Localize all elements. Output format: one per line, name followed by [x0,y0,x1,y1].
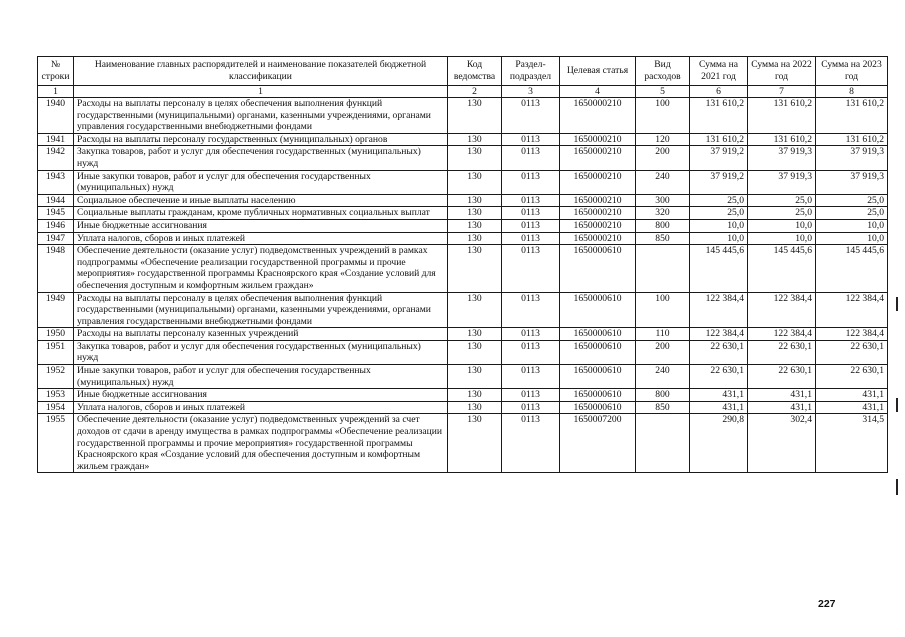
section-code: 0113 [502,170,560,194]
table-row [38,340,888,364]
indicator-name: Расходы на выплаты персоналу в целях обеспечения выполнения функций государственными (муниципальными) органами, казенными учреждениями, органами управления государственными внебюджетными фондами [74,98,448,134]
dept-code: 130 [448,401,502,414]
indicator-name: Закупка товаров, работ и услуг для обеспечения государственных (муниципальных) нужд [74,340,448,364]
row-number: 1949 [38,292,74,328]
sum-2021: 25,0 [690,207,748,220]
section-code: 0113 [502,292,560,328]
indicator-name: Иные бюджетные ассигнования [74,219,448,232]
expense-type-code: 320 [636,207,690,220]
row-number: 1940 [38,98,74,134]
section-code: 0113 [502,414,560,473]
sum-2022: 25,0 [748,194,816,207]
target-item-code: 1650000610 [560,401,636,414]
sum-2021: 431,1 [690,389,748,402]
sum-2022: 302,4 [748,414,816,473]
dept-code: 130 [448,219,502,232]
header-row-number: № строки [38,57,74,86]
row-number: 1942 [38,146,74,170]
target-item-code: 1650000210 [560,232,636,245]
sum-2023: 131 610,2 [816,98,888,134]
table-row [38,245,888,292]
column-number: 3 [502,86,560,98]
sum-2022: 37 919,3 [748,146,816,170]
header-dept-code: Код ведомства [448,57,502,86]
header-expense-type: Вид расходов [636,57,690,86]
sum-2023: 122 384,4 [816,292,888,328]
header-target-item: Целевая статья [560,57,636,86]
column-number: 8 [816,86,888,98]
header-section: Раздел- подраздел [502,57,560,86]
scan-edge-mark [896,297,898,311]
column-number: 5 [636,86,690,98]
expense-type-code: 100 [636,98,690,134]
indicator-name: Уплата налогов, сборов и иных платежей [74,401,448,414]
expense-type-code: 240 [636,365,690,389]
indicator-name: Обеспечение деятельности (оказание услуг) подведомственных учреждений за счет доходов от сдачи в аренду имущества в рамках подпрограммы «Обеспечение реализации государственной программы и прочие мероприятия» государственной программы Красноярского края «Создание условий для обеспечения доступным и комфортным жильем граждан» [74,414,448,473]
expense-type-code: 300 [636,194,690,207]
sum-2023: 131 610,2 [816,133,888,146]
sum-2022: 431,1 [748,401,816,414]
row-number: 1951 [38,340,74,364]
expense-type-code: 120 [636,133,690,146]
sum-2021: 10,0 [690,219,748,232]
indicator-name: Иные закупки товаров, работ и услуг для обеспечения государственных (муниципальных) нужд [74,170,448,194]
target-item-code: 1650000210 [560,207,636,220]
scan-edge-mark [896,479,898,495]
expense-type-code: 800 [636,219,690,232]
row-number: 1946 [38,219,74,232]
sum-2022: 25,0 [748,207,816,220]
sum-2022: 131 610,2 [748,133,816,146]
dept-code: 130 [448,207,502,220]
header-sum-2023: Сумма на 2023 год [816,57,888,86]
row-number: 1954 [38,401,74,414]
sum-2022: 145 445,6 [748,245,816,292]
target-item-code: 1650000210 [560,170,636,194]
sum-2023: 22 630,1 [816,365,888,389]
sum-2023: 145 445,6 [816,245,888,292]
sum-2023: 37 919,3 [816,170,888,194]
sum-2022: 131 610,2 [748,98,816,134]
expense-type-code: 200 [636,340,690,364]
sum-2022: 37 919,3 [748,170,816,194]
sum-2021: 131 610,2 [690,98,748,134]
section-code: 0113 [502,245,560,292]
table-row [38,232,888,245]
sum-2022: 10,0 [748,219,816,232]
indicator-name: Расходы на выплаты персоналу казенных учреждений [74,328,448,341]
expense-type-code [636,245,690,292]
header-sum-2021: Сумма на 2021 год [690,57,748,86]
expense-type-code: 800 [636,389,690,402]
section-code: 0113 [502,219,560,232]
sum-2022: 122 384,4 [748,292,816,328]
expense-type-code: 850 [636,401,690,414]
table-row [38,194,888,207]
table-row [38,328,888,341]
target-item-code: 1650000610 [560,245,636,292]
section-code: 0113 [502,133,560,146]
sum-2023: 122 384,4 [816,328,888,341]
sum-2021: 122 384,4 [690,328,748,341]
header-sum-2022: Сумма на 2022 год [748,57,816,86]
table-row [38,365,888,389]
target-item-code: 1650000610 [560,340,636,364]
sum-2021: 122 384,4 [690,292,748,328]
indicator-name: Уплата налогов, сборов и иных платежей [74,232,448,245]
dept-code: 130 [448,194,502,207]
sum-2021: 290,8 [690,414,748,473]
indicator-name: Обеспечение деятельности (оказание услуг) подведомственных учреждений в рамках подпрограммы «Обеспечение реализации государственной программы и прочие мероприятия» государственной программы Красноярского края «Создание условий для обеспечения доступным и комфортным жильем граждан» [74,245,448,292]
sum-2023: 431,1 [816,401,888,414]
sum-2021: 25,0 [690,194,748,207]
dept-code: 130 [448,98,502,134]
target-item-code: 1650000210 [560,219,636,232]
sum-2023: 314,5 [816,414,888,473]
row-number: 1952 [38,365,74,389]
table-row [38,133,888,146]
sum-2023: 10,0 [816,219,888,232]
row-number: 1945 [38,207,74,220]
target-item-code: 1650000610 [560,365,636,389]
section-code: 0113 [502,232,560,245]
table-row [38,98,888,134]
table-row [38,219,888,232]
row-number: 1950 [38,328,74,341]
column-number: 2 [448,86,502,98]
column-number: 6 [690,86,748,98]
dept-code: 130 [448,365,502,389]
section-code: 0113 [502,207,560,220]
section-code: 0113 [502,98,560,134]
dept-code: 130 [448,133,502,146]
row-number: 1955 [38,414,74,473]
sum-2021: 145 445,6 [690,245,748,292]
target-item-code: 1650000610 [560,328,636,341]
column-number: 7 [748,86,816,98]
dept-code: 130 [448,389,502,402]
expense-type-code: 240 [636,170,690,194]
expense-type-code: 850 [636,232,690,245]
table-row [38,389,888,402]
sum-2021: 10,0 [690,232,748,245]
table-body [38,98,888,473]
target-item-code: 1650000210 [560,98,636,134]
sum-2022: 10,0 [748,232,816,245]
sum-2023: 22 630,1 [816,340,888,364]
expense-type-code [636,414,690,473]
target-item-code: 1650007200 [560,414,636,473]
dept-code: 130 [448,170,502,194]
table-row [38,401,888,414]
sum-2023: 10,0 [816,232,888,245]
table-row [38,207,888,220]
section-code: 0113 [502,146,560,170]
dept-code: 130 [448,414,502,473]
scan-edge-mark [896,398,898,412]
dept-code: 130 [448,328,502,341]
sum-2023: 25,0 [816,194,888,207]
section-code: 0113 [502,365,560,389]
dept-code: 130 [448,245,502,292]
indicator-name: Иные бюджетные ассигнования [74,389,448,402]
column-number: 1 [38,86,74,98]
target-item-code: 1650000610 [560,292,636,328]
indicator-name: Иные закупки товаров, работ и услуг для обеспечения государственных (муниципальных) нужд [74,365,448,389]
target-item-code: 1650000210 [560,133,636,146]
sum-2021: 22 630,1 [690,340,748,364]
sum-2023: 25,0 [816,207,888,220]
sum-2021: 37 919,2 [690,146,748,170]
sum-2021: 37 919,2 [690,170,748,194]
target-item-code: 1650000610 [560,389,636,402]
column-number: 4 [560,86,636,98]
section-code: 0113 [502,194,560,207]
table-row [38,292,888,328]
row-number: 1943 [38,170,74,194]
column-number: 1 [74,86,448,98]
sum-2022: 122 384,4 [748,328,816,341]
section-code: 0113 [502,401,560,414]
expense-type-code: 110 [636,328,690,341]
section-code: 0113 [502,328,560,341]
expense-type-code: 200 [636,146,690,170]
sum-2023: 37 919,3 [816,146,888,170]
section-code: 0113 [502,389,560,402]
target-item-code: 1650000210 [560,146,636,170]
dept-code: 130 [448,232,502,245]
section-code: 0113 [502,340,560,364]
table-header-row [38,57,888,86]
dept-code: 130 [448,146,502,170]
table-row [38,414,888,473]
sum-2023: 431,1 [816,389,888,402]
sum-2022: 22 630,1 [748,365,816,389]
target-item-code: 1650000210 [560,194,636,207]
indicator-name: Расходы на выплаты персоналу государственных (муниципальных) органов [74,133,448,146]
sum-2021: 431,1 [690,401,748,414]
dept-code: 130 [448,340,502,364]
row-number: 1941 [38,133,74,146]
row-number: 1944 [38,194,74,207]
row-number: 1947 [38,232,74,245]
table-row [38,170,888,194]
header-name: Наименование главных распорядителей и наименование показателей бюджетной классификации [74,57,448,86]
column-number-row [38,86,888,98]
sum-2021: 22 630,1 [690,365,748,389]
sum-2022: 22 630,1 [748,340,816,364]
page-number: 227 [818,598,836,610]
indicator-name: Социальное обеспечение и иные выплаты населению [74,194,448,207]
indicator-name: Закупка товаров, работ и услуг для обеспечения государственных (муниципальных) нужд [74,146,448,170]
sum-2021: 131 610,2 [690,133,748,146]
indicator-name: Расходы на выплаты персоналу в целях обеспечения выполнения функций государственными (муниципальными) органами, казенными учреждениями, органами управления государственными внебюджетными фондами [74,292,448,328]
dept-code: 130 [448,292,502,328]
expense-type-code: 100 [636,292,690,328]
table-row [38,146,888,170]
sum-2022: 431,1 [748,389,816,402]
indicator-name: Социальные выплаты гражданам, кроме публичных нормативных социальных выплат [74,207,448,220]
budget-table [37,56,888,473]
row-number: 1948 [38,245,74,292]
row-number: 1953 [38,389,74,402]
